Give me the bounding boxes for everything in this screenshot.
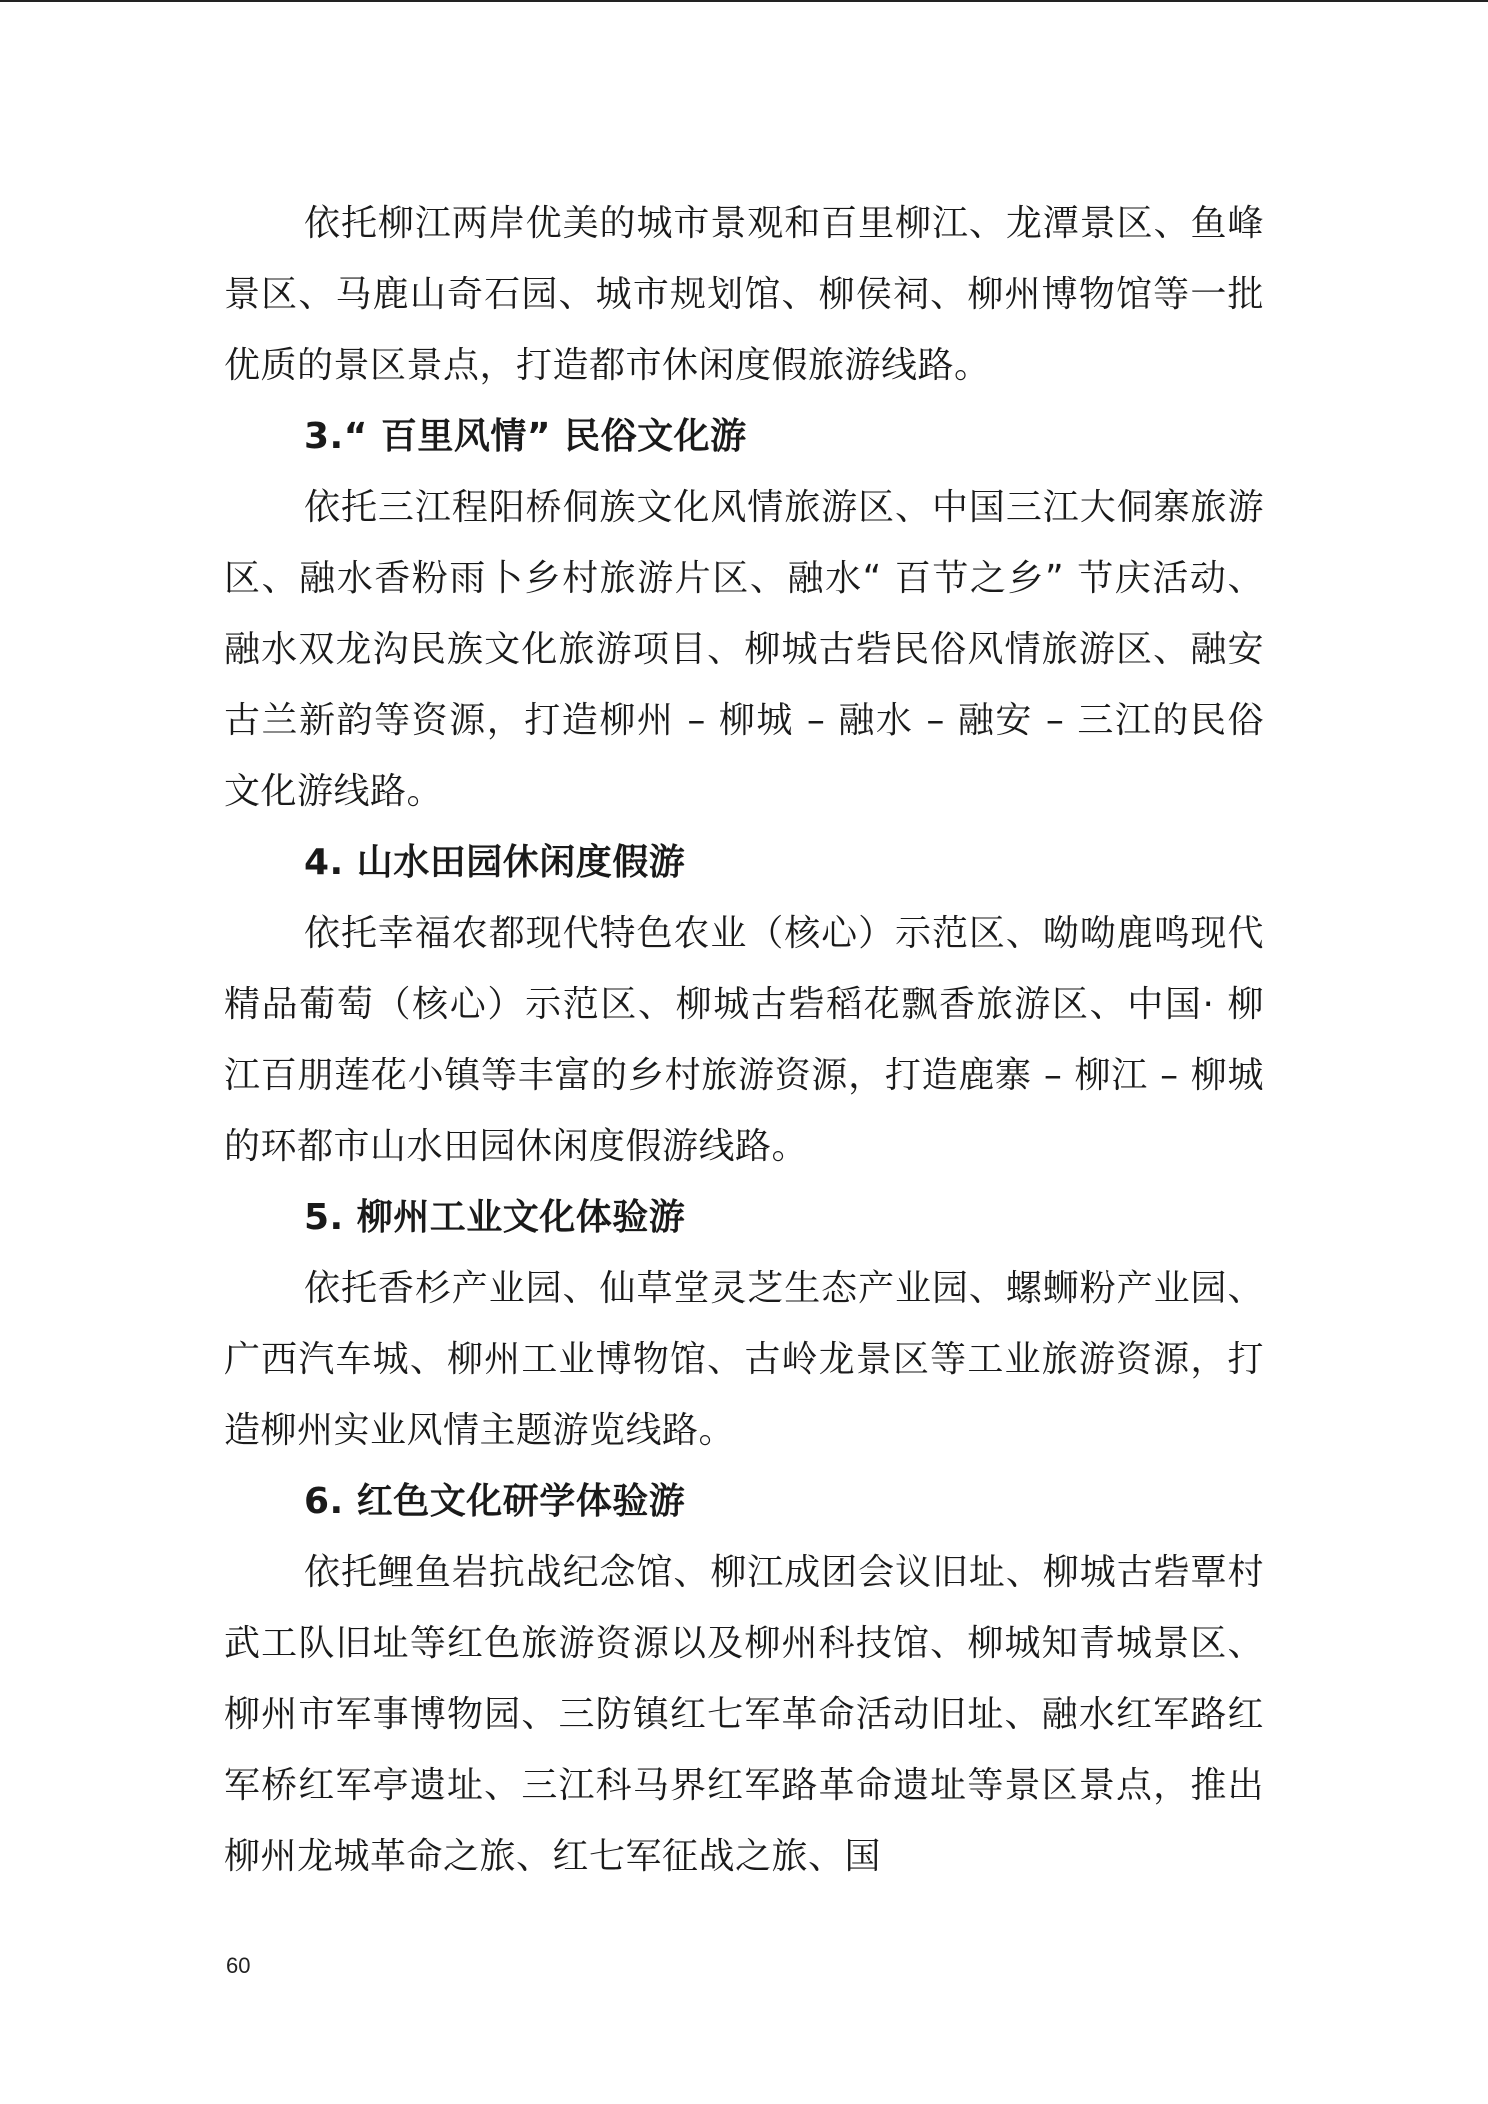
paragraph-pastoral-leisure: 依托幸福农都现代特色农业（核心）示范区、呦呦鹿鸣现代精品葡萄（核心）示范区、柳城古砦稻花飘香旅游区、中国· 柳江百朋莲花小镇等丰富的乡村旅游资源，打造鹿寨 – 柳江 – 柳城的环都市山水田园休闲度假游线路。 (224, 913, 1264, 1167)
paragraph-folk-culture: 依托三江程阳桥侗族文化风情旅游区、中国三江大侗寨旅游区、融水香粉雨卜乡村旅游片区、融水“ 百节之乡” 节庆活动、融水双龙沟民族文化旅游项目、柳城古砦民俗风情旅游区、融安古兰新韵等资源，打造柳州 – 柳城 – 融水 – 融安 – 三江的民俗文化游线路。 (224, 487, 1264, 812)
page-number: 60 (226, 1953, 251, 1978)
top-border-line (0, 0, 1488, 2)
page-body (224, 188, 1264, 1892)
paragraph-urban-leisure: 依托柳江两岸优美的城市景观和百里柳江、龙潭景区、鱼峰景区、马鹿山奇石园、城市规划馆、柳侯祠、柳州博物馆等一批优质的景区景点，打造都市休闲度假旅游线路。 (224, 203, 1264, 386)
paragraph-industrial-culture: 依托香杉产业园、仙草堂灵芝生态产业园、螺蛳粉产业园、广西汽车城、柳州工业博物馆、古岭龙景区等工业旅游资源，打造柳州实业风情主题游览线路。 (224, 1268, 1264, 1451)
heading-red-culture-tour: 6. 红色文化研学体验游 (304, 1481, 686, 1522)
paragraph-red-culture: 依托鲤鱼岩抗战纪念馆、柳江成团会议旧址、柳城古砦覃村武工队旧址等红色旅游资源以及柳州科技馆、柳城知青城景区、柳州市军事博物园、三防镇红七军革命活动旧址、融水红军路红军桥红军亭遗址、三江科马界红军路革命遗址等景区景点，推出柳州龙城革命之旅、红七军征战之旅、国 (224, 1552, 1264, 1877)
heading-folk-culture-tour: 3.“ 百里风情” 民俗文化游 (304, 416, 747, 457)
heading-pastoral-leisure-tour: 4. 山水田园休闲度假游 (304, 842, 686, 883)
heading-industrial-culture-tour: 5. 柳州工业文化体验游 (304, 1197, 686, 1238)
